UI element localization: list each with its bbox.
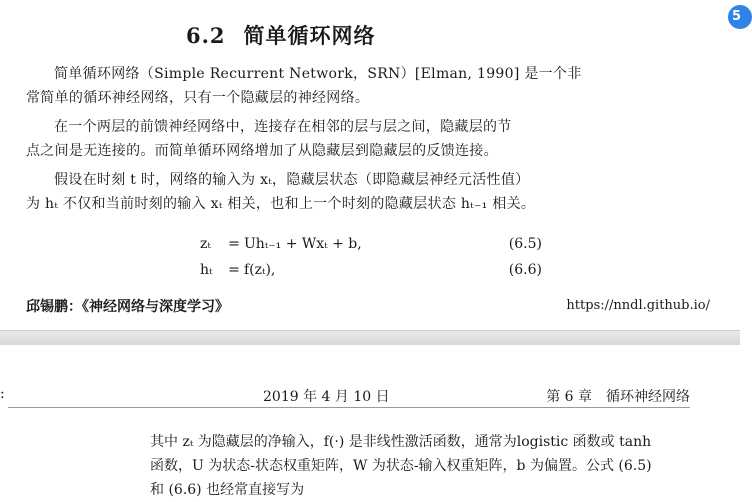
page-separator: [0, 330, 740, 346]
equation-6-5: zₜ = Uhₜ₋₁ + Wxₜ + b, (6.5): [200, 236, 542, 252]
notification-badge[interactable]: 5: [728, 5, 752, 29]
footer-url[interactable]: https://nndl.github.io/: [566, 298, 710, 313]
equation-lhs: zₜ: [200, 236, 211, 252]
paragraph-1: [26, 62, 582, 110]
equation-rhs: Uhₜ₋₁ + Wxₜ + b,: [244, 236, 362, 252]
paragraph-line: 其中 zₜ 为隐藏层的净输入，f(·) 是非线性激活函数，通常为logistic 函数或 tanh: [150, 434, 652, 450]
paragraph-line: 和 (6.6) 也经常直接写为: [150, 482, 305, 498]
equation-rhs: f(zₜ),: [244, 262, 276, 278]
equation-number: (6.6): [508, 262, 542, 278]
equation-number: (6.5): [508, 236, 542, 252]
paragraph-3: [26, 168, 546, 216]
equation-lhs: hₜ: [200, 262, 213, 278]
footer-book-credit: 邱锡鹏：《神经网络与深度学习》: [26, 299, 229, 315]
section-number: 6.2: [186, 23, 226, 48]
page-header-chapter: 第 6 章 循环神经网络: [546, 389, 690, 405]
paragraph-line: 在一个两层的前馈神经网络中，连接存在相邻的层与层之间，隐藏层的节: [54, 119, 512, 135]
next-page-paragraph: [150, 430, 690, 502]
paragraph-line: 函数，U 为状态-状态权重矩阵，W 为状态-输入权重矩阵，b 为偏置。公式 (6.5): [150, 458, 652, 474]
equation-6-6: hₜ = f(zₜ), (6.6): [200, 262, 542, 278]
paragraph-line: 简单循环网络（Simple Recurrent Network，SRN）[Elman, 1990] 是一个非: [54, 66, 582, 82]
margin-marker: :: [0, 386, 5, 402]
paragraph-line: 假设在时刻 t 时，网络的输入为 xₜ，隐藏层状态（即隐藏层神经元活性值）: [54, 172, 530, 188]
header-rule: [8, 407, 690, 408]
paragraph-line: 常简单的循环神经网络，只有一个隐藏层的神经网络。: [26, 90, 370, 106]
section-heading: [186, 20, 376, 50]
paragraph-2: [26, 115, 546, 163]
paragraph-line: 为 hₜ 不仅和当前时刻的输入 xₜ 相关，也和上一个时刻的隐藏层状态 hₜ₋₁ 相关。: [26, 196, 536, 212]
section-title: 简单循环网络: [243, 23, 376, 48]
page-header-date: 2019 年 4 月 10 日: [263, 389, 390, 405]
paragraph-line: 点之间是无连接的。而简单循环网络增加了从隐藏层到隐藏层的反馈连接。: [26, 143, 498, 159]
